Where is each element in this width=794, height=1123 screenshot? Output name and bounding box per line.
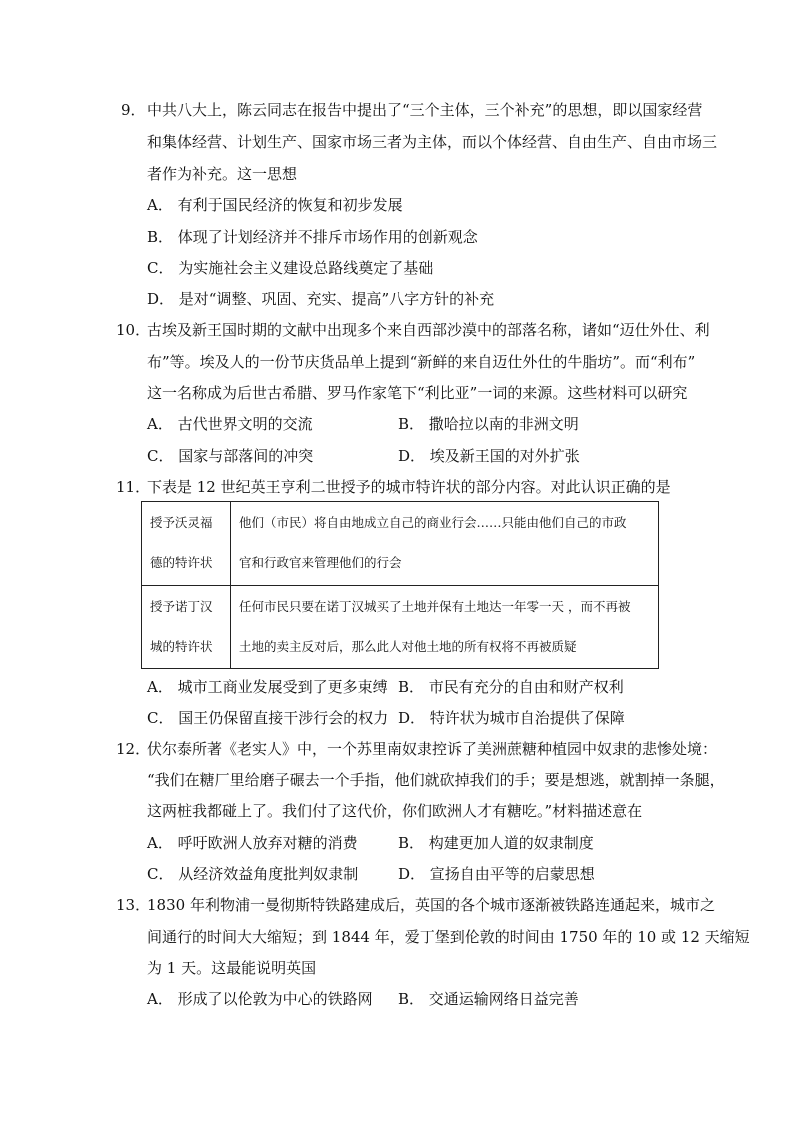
question-stem-line: “我们在糖厂里给磨子碾去一个手指，他们就砍掉我们的手；要是想逃，就割掉一条腿，	[147, 771, 725, 789]
option-b: B． 市民有充分的自由和财产权利	[398, 678, 624, 696]
question-stem-line: 1830 年利物浦一曼彻斯特铁路建成后，英国的各个城市逐渐被铁路连通起来，城市之	[147, 896, 715, 914]
table-row	[142, 502, 659, 586]
question-stem-line: 伏尔泰所著《老实人》中，一个苏里南奴隶控诉了美洲蔗糖种植园中奴隶的悲惨处境：	[147, 740, 718, 758]
question-stem-line: 中共八大上，陈云同志在报告中提出了“三个主体，三个补充”的思想，即以国家经营	[147, 101, 703, 119]
table-row	[142, 585, 659, 669]
charter-table	[141, 501, 659, 669]
option-a: A． 城市工商业发展受到了更多束缚	[147, 678, 388, 696]
question-stem-line: 这两桩我都碰上了。我们付了这代价，你们欧洲人才有糖吃。”材料描述意在	[147, 802, 643, 820]
option-d: D． 特许状为城市自治提供了保障	[398, 709, 625, 727]
question-number: 9．	[121, 101, 146, 119]
table-cell-key: 授予诺丁汉 城的特许状	[142, 585, 231, 669]
option-d: D． 是对“调整、巩固、充实、提高”八字方针的补充	[147, 290, 495, 308]
option-c: C． 国王仍保留直接干涉行会的权力	[147, 709, 389, 727]
question-stem-line: 和集体经营、计划生产、国家市场三者为主体，而以个体经营、自由生产、自由市场三	[147, 133, 718, 151]
option-c: C． 为实施社会主义建设总路线奠定了基础	[147, 259, 434, 277]
option-a: A． 古代世界文明的交流	[147, 415, 313, 433]
option-c: C． 国家与部落间的冲突	[147, 447, 314, 465]
option-c: C． 从经济效益角度批判奴隶制	[147, 865, 359, 883]
option-a: A． 形成了以伦敦为中心的铁路网	[147, 990, 373, 1008]
question-stem-line: 下表是 12 世纪英王亨利二世授予的城市特许状的部分内容。对此认识正确的是	[147, 478, 671, 496]
question-number: 13．	[116, 896, 151, 914]
question-stem-line: 间通行的时间大大缩短；到 1844 年，爱丁堡到伦敦的时间由 1750 年的 10 或 12 天缩短	[147, 928, 750, 946]
table-cell-value: 他们（市民）将自由地成立自己的商业行会……只能由他们自己的市政 官和行政官来管理他们的行会	[231, 502, 659, 586]
question-number: 11．	[116, 478, 151, 496]
option-d: D． 埃及新王国的对外扩张	[398, 447, 580, 465]
question-number: 10．	[116, 321, 151, 339]
question-stem-line: 古埃及新王国时期的文献中出现多个来自西部沙漠中的部落名称，诸如“迈仕外仕、利	[147, 321, 710, 339]
option-b: B． 体现了计划经济并不排斥市场作用的创新观念	[147, 228, 478, 246]
question-stem-line: 布”等。埃及人的一份节庆货品单上提到“新鲜的来自迈仕外仕的牛脂坊”。而“利布”	[147, 353, 696, 371]
option-a: A． 呼吁欧洲人放弃对糖的消费	[147, 834, 358, 852]
option-b: B． 交通运输网络日益完善	[398, 990, 579, 1008]
question-stem-line: 为 1 天。这最能说明英国	[147, 959, 317, 977]
option-b: B． 构建更加人道的奴隶制度	[398, 834, 594, 852]
option-d: D． 宣扬自由平等的启蒙思想	[398, 865, 595, 883]
option-b: B． 撒哈拉以南的非洲文明	[398, 415, 579, 433]
table-cell-value: 任何市民只要在诺丁汉城买了土地并保有土地达一年零一天 ，而不再被 土地的卖主反对后，那么此人对他土地的所有权将不再被质疑	[231, 585, 659, 669]
question-stem-line: 这一名称成为后世古希腊、罗马作家笔下“利比亚”一词的来源。这些材料可以研究	[147, 384, 688, 402]
option-a: A． 有利于国民经济的恢复和初步发展	[147, 196, 403, 214]
question-number: 12．	[116, 740, 151, 758]
question-stem-line: 者作为补充。这一思想	[147, 165, 298, 183]
table-cell-key: 授予沃灵福 德的特许状	[142, 502, 231, 586]
